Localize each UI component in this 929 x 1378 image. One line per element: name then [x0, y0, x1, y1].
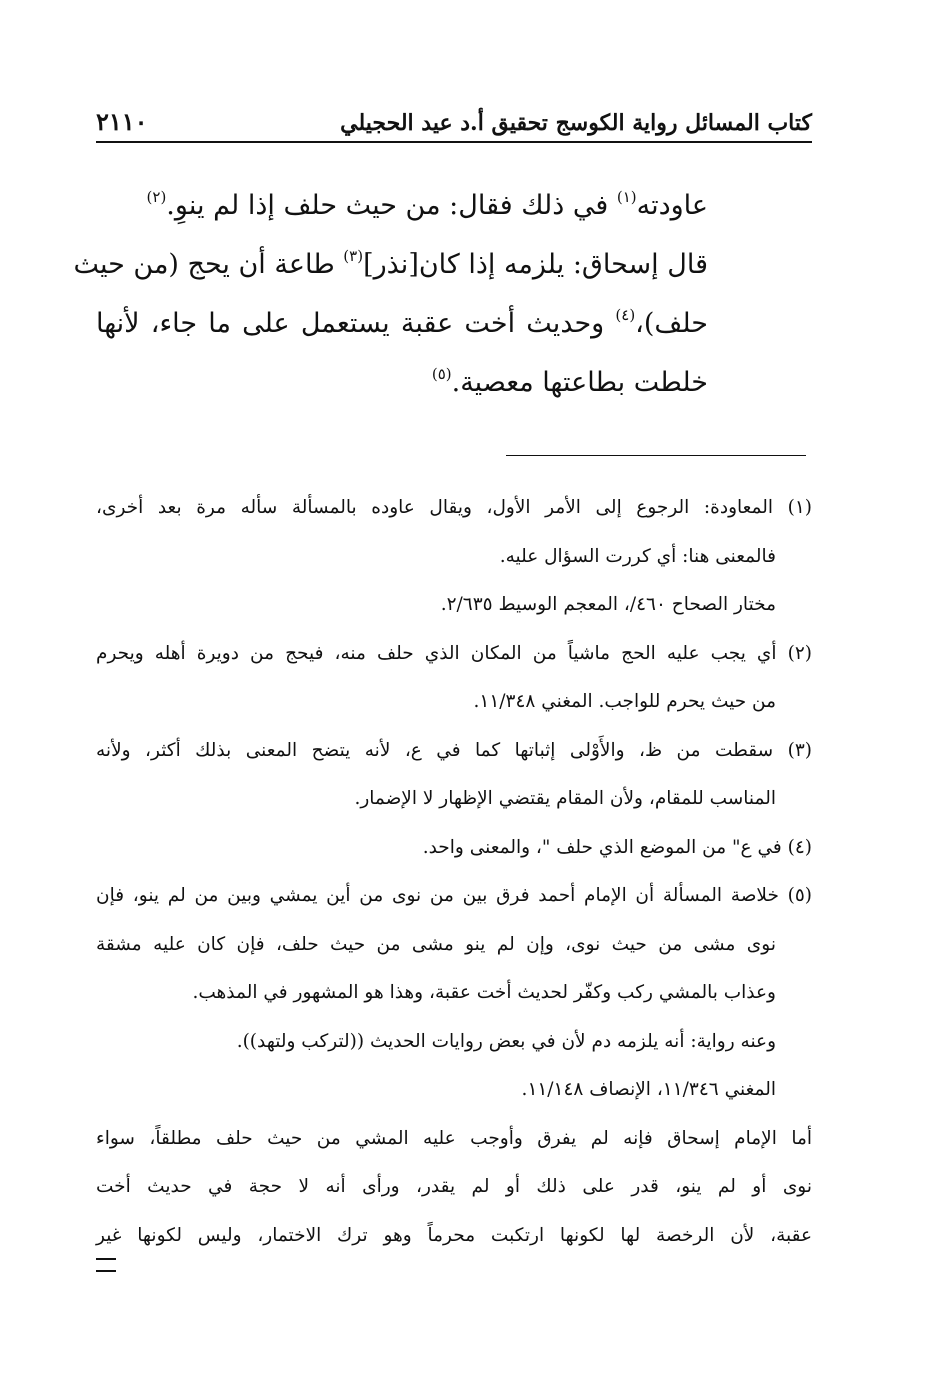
footnote-2-line-1: (٢) أي يجب عليه الحج ماشياً من المكان الذي حلف منه، فيحج من دويرة أهله ويحرم [96, 642, 812, 664]
main-text-segment: قال إسحاق: يلزمه إذا كان[نذر] [363, 249, 708, 280]
footnote-1-line-1: (١) المعاودة: الرجوع إلى الأمر الأول، ويقال عاوده بالمسألة سأله مرة بعد أخرى، [96, 497, 812, 518]
footnote-1-line-3: مختار الصحاح ٤٦٠/، المعجم الوسيط ٢/٦٣٥. [440, 594, 776, 615]
main-line-3 [96, 294, 708, 353]
footnote-2-line-2: من حيث يحرم للواجب. المغني ١١/٣٤٨. [473, 691, 776, 712]
footnote-5-line-5: المغني ١١/٣٤٦، الإنصاف ١١/١٤٨. [521, 1079, 776, 1100]
footnote-5-line-4: وعنه رواية: أنه يلزمه دم لأن في بعض روايات الحديث ((لتركب ولتهد)). [236, 1030, 776, 1052]
main-text-segment: حلف)، [635, 308, 708, 339]
footnote-ref-1[interactable]: (١) [616, 188, 637, 206]
page-number: ٢١١٠ [96, 107, 148, 136]
book-title: كتاب المسائل رواية الكوسج تحقيق أ.د عيد الحجيلي [340, 110, 812, 136]
footnote-4-line-1: (٤) في ع" من الموضع الذي حلف "، والمعنى واحد. [422, 836, 812, 858]
footnote-5-line-8: عقبة، لأن الرخصة لها لكونها ارتكبت محرماً وهو ترك الاختمار، وليس لكونها غير [96, 1224, 812, 1246]
footnote-separator [506, 455, 806, 456]
footnote-5-line-2: نوى مشى من حيث نوى، وإن لم ينو مشى من حيث حلف، فإن كان عليه مشقة [96, 933, 776, 955]
footnote-ref-2[interactable]: (٢) [146, 188, 167, 206]
footnote-3-line-2: المناسب للمقام، ولأن المقام يقتضي الإظهار لا الإضمار. [354, 788, 776, 809]
footnotes [96, 484, 812, 1260]
main-text-segment: خلطت بطاعتها معصية. [451, 367, 708, 398]
main-text-segment: في ذلك فقال: من حيث حلف إذا لم ينوِ. [166, 190, 617, 221]
footnote-ref-4[interactable]: (٤) [615, 306, 636, 324]
header-rule [96, 141, 812, 143]
footnote-ref-5[interactable]: (٥) [431, 365, 452, 383]
main-line-2 [73, 235, 708, 294]
continuation-mark [96, 1258, 116, 1272]
footnote-ref-3[interactable]: (٣) [343, 247, 364, 265]
footnote-5-line-1: (٥) خلاصة المسألة أن الإمام أحمد فرق بين من نوى من أين يمشي وبين من لم ينو، فإن [96, 885, 812, 906]
main-line-1 [96, 176, 708, 235]
main-text-segment: وحديث أخت عقبة يستعمل على ما جاء، لأنها [96, 308, 616, 339]
main-text-segment: طاعة أن يحج (من حيث [73, 249, 344, 280]
main-line-4 [96, 353, 708, 412]
footnote-5-line-6: أما الإمام إسحاق فإنه لم يفرق وأوجب عليه المشي من حيث حلف مطلقاً، سواء [96, 1127, 812, 1149]
main-text-segment: عاودته [636, 190, 708, 221]
footnote-5-line-3: وعذاب بالمشي ركب وكفّر لحديث أخت عقبة، وهذا هو المشهور في المذهب. [192, 982, 776, 1003]
footnote-5-line-7: نوى أو لم ينو، قدر على ذلك أو لم يقدر، ورأى أنه لا حجة في حديث أخت [96, 1176, 812, 1197]
running-header [96, 96, 812, 136]
footnote-1-line-2: فالمعنى هنا: أي كررت السؤال عليه. [499, 545, 776, 567]
footnote-3-line-1: (٣) سقطت من ظ، والأَوْلى إثباتها كما في ع، لأنه يتضح المعنى بذلك أكثر، ولأنه [96, 739, 812, 761]
main-text [73, 176, 708, 412]
